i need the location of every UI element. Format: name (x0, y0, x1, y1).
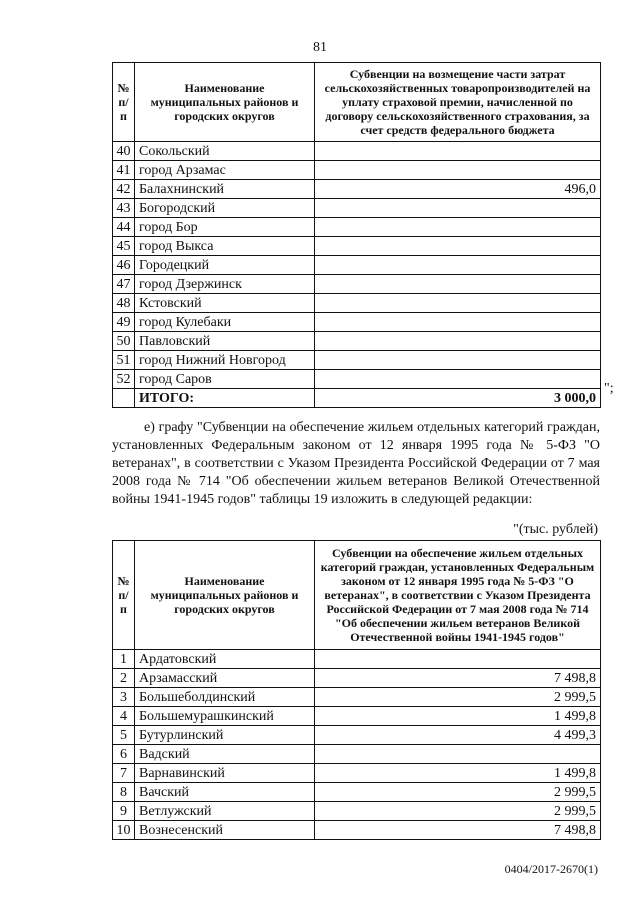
table-row (113, 783, 601, 802)
row-name: Ардатовский (135, 650, 315, 669)
row-name: Бутурлинский (135, 726, 315, 745)
row-value: 7 498,8 (315, 821, 601, 840)
table-row (113, 313, 601, 332)
table-row (113, 726, 601, 745)
row-name: город Кулебаки (135, 313, 315, 332)
row-value (315, 650, 601, 669)
row-name: город Нижний Новгород (135, 351, 315, 370)
table-row (113, 199, 601, 218)
row-num: 44 (113, 218, 135, 237)
table-row (113, 821, 601, 840)
row-num: 52 (113, 370, 135, 389)
row-value (315, 256, 601, 275)
table-row (113, 275, 601, 294)
table-body (113, 650, 601, 840)
table-body (113, 142, 601, 408)
row-name: Сокольский (135, 142, 315, 161)
row-num: 1 (113, 650, 135, 669)
document-number: 0404/2017-2670(1) (504, 862, 598, 876)
row-name: город Саров (135, 370, 315, 389)
row-num: 2 (113, 669, 135, 688)
row-name: город Арзамас (135, 161, 315, 180)
table-row (113, 256, 601, 275)
row-value: 1 499,8 (315, 707, 601, 726)
table-row (113, 764, 601, 783)
table-row (113, 370, 601, 389)
row-num: 42 (113, 180, 135, 199)
row-name: город Дзержинск (135, 275, 315, 294)
row-name: Богородский (135, 199, 315, 218)
table-total-row (113, 389, 601, 408)
units-label: "(тыс. рублей) (513, 522, 598, 537)
row-value (315, 275, 601, 294)
header-num: № п/п (113, 541, 135, 650)
row-num: 47 (113, 275, 135, 294)
table-end-suffix: "; (604, 381, 614, 396)
row-name: Большеболдинский (135, 688, 315, 707)
row-num: 46 (113, 256, 135, 275)
table-row (113, 745, 601, 764)
table-row (113, 707, 601, 726)
row-name: город Выкса (135, 237, 315, 256)
row-num: 43 (113, 199, 135, 218)
row-name: Вознесенский (135, 821, 315, 840)
row-name: Вадский (135, 745, 315, 764)
row-num: 3 (113, 688, 135, 707)
total-num (113, 389, 135, 408)
page-number: 81 (313, 40, 327, 55)
row-num: 48 (113, 294, 135, 313)
row-num: 7 (113, 764, 135, 783)
row-value (315, 332, 601, 351)
row-name: Балахнинский (135, 180, 315, 199)
row-value: 2 999,5 (315, 783, 601, 802)
row-value (315, 199, 601, 218)
table-row (113, 332, 601, 351)
row-num: 8 (113, 783, 135, 802)
row-value (315, 161, 601, 180)
row-num: 9 (113, 802, 135, 821)
row-value (315, 142, 601, 161)
row-name: Большемурашкинский (135, 707, 315, 726)
row-num: 4 (113, 707, 135, 726)
row-name: Арзамасский (135, 669, 315, 688)
row-name: город Бор (135, 218, 315, 237)
row-name: Городецкий (135, 256, 315, 275)
row-num: 45 (113, 237, 135, 256)
row-value (315, 218, 601, 237)
row-name: Павловский (135, 332, 315, 351)
table-row (113, 669, 601, 688)
table-row (113, 142, 601, 161)
row-value: 7 498,8 (315, 669, 601, 688)
table-row (113, 802, 601, 821)
table-veterans-housing (112, 540, 601, 840)
row-value: 2 999,5 (315, 688, 601, 707)
row-name: Ветлужский (135, 802, 315, 821)
row-num: 50 (113, 332, 135, 351)
body-paragraph: е) графу "Субвенции на обеспечение жильем отдельных категорий граждан, установленных Федеральным законом от 12 января 1995 года № 5-ФЗ "О ветеранах", в соответствии с Указом Президента Российской Федерации от 7 мая 2008 года № 714 "Об обеспечении жильем ветеранов Великой Отечественной войны 1941-1945 годов" таблицы 19 изложить в следующей редакции: (112, 420, 600, 507)
table-row (113, 218, 601, 237)
row-name: Вачский (135, 783, 315, 802)
row-num: 10 (113, 821, 135, 840)
row-num: 51 (113, 351, 135, 370)
table-header-row (113, 541, 601, 650)
table-row (113, 161, 601, 180)
row-value (315, 370, 601, 389)
row-value (315, 351, 601, 370)
row-name: Кстовский (135, 294, 315, 313)
total-label: ИТОГО: (135, 389, 315, 408)
row-value (315, 294, 601, 313)
table-row (113, 294, 601, 313)
row-value: 1 499,8 (315, 764, 601, 783)
table-row (113, 180, 601, 199)
header-subsidy: Субвенции на возмещение части затрат сельскохозяйственных товаропроизводителей на уплату страховой премии, начисленной по договору сельскохозяйственного страхования, за счет средств федерального бюджета (315, 63, 601, 142)
header-name: Наименование муниципальных районов и городских округов (135, 63, 315, 142)
row-value (315, 313, 601, 332)
table-row (113, 650, 601, 669)
total-value: 3 000,0 (315, 389, 601, 408)
table-header-row (113, 63, 601, 142)
row-num: 41 (113, 161, 135, 180)
table-row (113, 237, 601, 256)
row-num: 40 (113, 142, 135, 161)
row-num: 49 (113, 313, 135, 332)
row-value: 4 499,3 (315, 726, 601, 745)
header-subsidy: Субвенции на обеспечение жильем отдельных категорий граждан, установленных Федеральным законом от 12 января 1995 года № 5-ФЗ "О ветеранах", в соответствии с Указом Президента Российской Федерации от 7 мая 2008 года № 714 "Об обеспечении жильем ветеранов Великой Отечественной войны 1941-1945 годов" (315, 541, 601, 650)
row-value (315, 745, 601, 764)
row-value (315, 237, 601, 256)
table-row (113, 688, 601, 707)
row-num: 6 (113, 745, 135, 764)
row-num: 5 (113, 726, 135, 745)
header-num: № п/п (113, 63, 135, 142)
row-value: 2 999,5 (315, 802, 601, 821)
row-value: 496,0 (315, 180, 601, 199)
table-agri-insurance (112, 62, 601, 408)
table-row (113, 351, 601, 370)
header-name: Наименование муниципальных районов и городских округов (135, 541, 315, 650)
row-name: Варнавинский (135, 764, 315, 783)
